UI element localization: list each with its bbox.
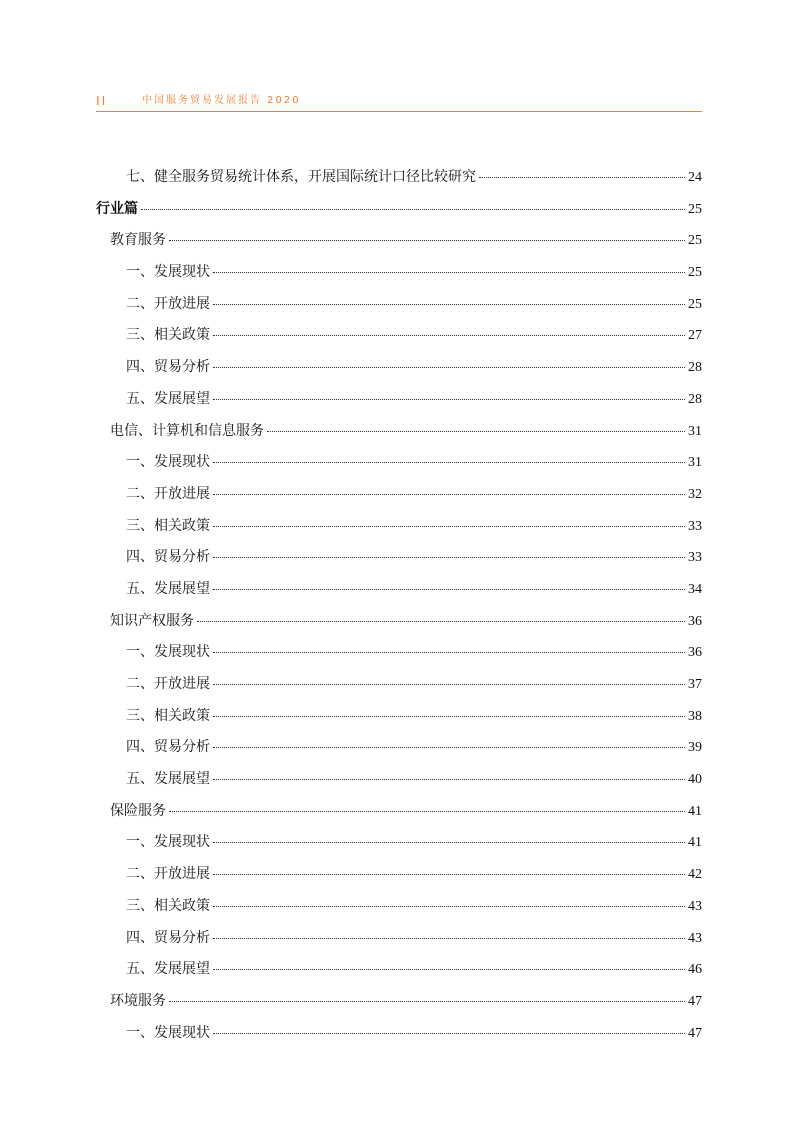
toc-entry-item[interactable]: [96, 320, 702, 352]
toc-entry-item[interactable]: [96, 162, 702, 194]
dot-leader: [213, 303, 685, 305]
dot-leader: [267, 430, 685, 432]
toc-entry-item[interactable]: [96, 542, 702, 574]
dot-leader: [213, 715, 685, 717]
toc-entry-label: 四、贸易分析: [126, 739, 210, 756]
toc-entry-page-number: 27: [688, 328, 702, 344]
toc-entry-page-number: 24: [688, 170, 702, 185]
toc-entry-page-number: 46: [688, 962, 702, 978]
toc-entry-label: 一、发展现状: [126, 1024, 210, 1041]
toc-entry-page-number: 39: [688, 740, 702, 756]
toc-entry-page-number: 25: [688, 233, 702, 249]
toc-entry-part[interactable]: [96, 194, 702, 226]
page-number: II: [96, 93, 108, 108]
toc-entry-page-number: 33: [688, 550, 702, 566]
dot-leader: [213, 683, 685, 685]
toc-entry-label: 七、健全服务贸易统计体系，开展国际统计口径比较研究: [126, 169, 476, 185]
toc-entry-page-number: 37: [688, 677, 702, 692]
toc-entry-label: 一、发展现状: [126, 264, 210, 281]
toc-entry-page-number: 43: [688, 930, 702, 946]
toc-entry-item[interactable]: [96, 289, 702, 321]
dot-leader: [141, 208, 685, 210]
dot-leader: [169, 810, 685, 812]
toc-entry-label: 教育服务: [110, 232, 166, 249]
toc-entry-label: 四、贸易分析: [126, 929, 210, 946]
toc-entry-page-number: 41: [688, 835, 702, 851]
toc-entry-label: 行业篇: [96, 200, 138, 217]
dot-leader: [169, 239, 685, 241]
dot-leader: [213, 271, 685, 273]
dot-leader: [213, 905, 685, 907]
toc-entry-page-number: 36: [688, 645, 702, 661]
dot-leader: [213, 873, 685, 875]
toc-entry-label: 知识产权服务: [110, 612, 194, 629]
toc-entry-item[interactable]: [96, 827, 702, 859]
toc-entry-item[interactable]: [96, 732, 702, 764]
toc-entry-item[interactable]: [96, 384, 702, 416]
toc-entry-label: 五、发展展望: [126, 771, 210, 788]
toc-entry-page-number: 40: [688, 772, 702, 788]
toc-entry-label: 四、贸易分析: [126, 549, 210, 566]
toc-entry-label: 保险服务: [110, 802, 166, 819]
toc-entry-label: 一、发展现状: [126, 454, 210, 471]
toc-entry-item[interactable]: [96, 637, 702, 669]
dot-leader: [213, 525, 685, 527]
table-of-contents: [96, 162, 702, 1049]
running-header: [96, 92, 702, 110]
toc-entry-label: 五、发展展望: [126, 580, 210, 597]
toc-entry-label: 五、发展展望: [126, 390, 210, 407]
toc-entry-label: 三、相关政策: [126, 897, 210, 914]
dot-leader: [479, 176, 685, 178]
toc-entry-label: 三、相关政策: [126, 517, 210, 534]
toc-entry-sector[interactable]: [96, 606, 702, 638]
toc-entry-page-number: 33: [688, 518, 702, 534]
toc-entry-page-number: 42: [688, 867, 702, 883]
toc-entry-page-number: 28: [688, 360, 702, 376]
toc-entry-label: 三、相关政策: [126, 707, 210, 724]
toc-entry-page-number: 25: [688, 296, 702, 312]
dot-leader: [213, 778, 685, 780]
toc-entry-label: 二、开放进展: [126, 295, 210, 312]
toc-entry-item[interactable]: [96, 954, 702, 986]
toc-entry-page-number: 31: [688, 455, 702, 471]
toc-entry-page-number: 41: [688, 803, 702, 819]
toc-entry-item[interactable]: [96, 764, 702, 796]
toc-entry-label: 四、贸易分析: [126, 359, 210, 376]
toc-entry-item[interactable]: [96, 352, 702, 384]
dot-leader: [213, 588, 685, 590]
toc-entry-label: 电信、计算机和信息服务: [110, 422, 264, 439]
dot-leader: [197, 620, 685, 622]
toc-entry-label: 一、发展现状: [126, 644, 210, 661]
toc-entry-sector[interactable]: [96, 986, 702, 1018]
header-rule: [96, 111, 702, 112]
toc-entry-label: 二、开放进展: [126, 485, 210, 502]
toc-entry-page-number: 38: [688, 708, 702, 724]
toc-entry-item[interactable]: [96, 701, 702, 733]
dot-leader: [213, 556, 685, 558]
toc-entry-item[interactable]: [96, 447, 702, 479]
dot-leader: [213, 841, 685, 843]
toc-entry-label: 二、开放进展: [126, 676, 210, 692]
toc-entry-sector[interactable]: [96, 416, 702, 448]
dot-leader: [213, 461, 685, 463]
toc-entry-page-number: 36: [688, 613, 702, 629]
toc-entry-page-number: 25: [688, 265, 702, 281]
toc-entry-page-number: 34: [688, 581, 702, 597]
toc-entry-sector[interactable]: [96, 225, 702, 257]
toc-entry-page-number: 47: [688, 993, 702, 1009]
dot-leader: [213, 937, 685, 939]
toc-entry-label: 二、开放进展: [126, 866, 210, 883]
toc-entry-page-number: 31: [688, 423, 702, 439]
toc-entry-item[interactable]: [96, 257, 702, 289]
toc-entry-item[interactable]: [96, 574, 702, 606]
toc-entry-item[interactable]: [96, 669, 702, 701]
dot-leader: [213, 493, 685, 495]
toc-entry-item[interactable]: [96, 859, 702, 891]
dot-leader: [213, 651, 685, 653]
toc-entry-page-number: 43: [688, 898, 702, 914]
toc-entry-item[interactable]: [96, 923, 702, 955]
toc-entry-item[interactable]: [96, 511, 702, 543]
toc-entry-page-number: 47: [688, 1025, 702, 1041]
toc-entry-label: 五、发展展望: [126, 961, 210, 978]
toc-entry-item[interactable]: [96, 479, 702, 511]
toc-entry-page-number: 28: [688, 391, 702, 407]
toc-entry-label: 三、相关政策: [126, 327, 210, 344]
toc-entry-label: 一、发展现状: [126, 834, 210, 851]
toc-entry-item[interactable]: [96, 1018, 702, 1050]
toc-entry-item[interactable]: [96, 891, 702, 923]
toc-entry-sector[interactable]: [96, 796, 702, 828]
report-title: 中国服务贸易发展报告 2020: [142, 95, 301, 106]
dot-leader: [169, 1000, 685, 1002]
dot-leader: [213, 366, 685, 368]
dot-leader: [213, 1032, 685, 1034]
toc-entry-page-number: 32: [688, 486, 702, 502]
toc-entry-label: 环境服务: [110, 992, 166, 1009]
dot-leader: [213, 746, 685, 748]
toc-entry-page-number: 25: [688, 201, 702, 217]
dot-leader: [213, 968, 685, 970]
dot-leader: [213, 398, 685, 400]
dot-leader: [213, 334, 685, 336]
